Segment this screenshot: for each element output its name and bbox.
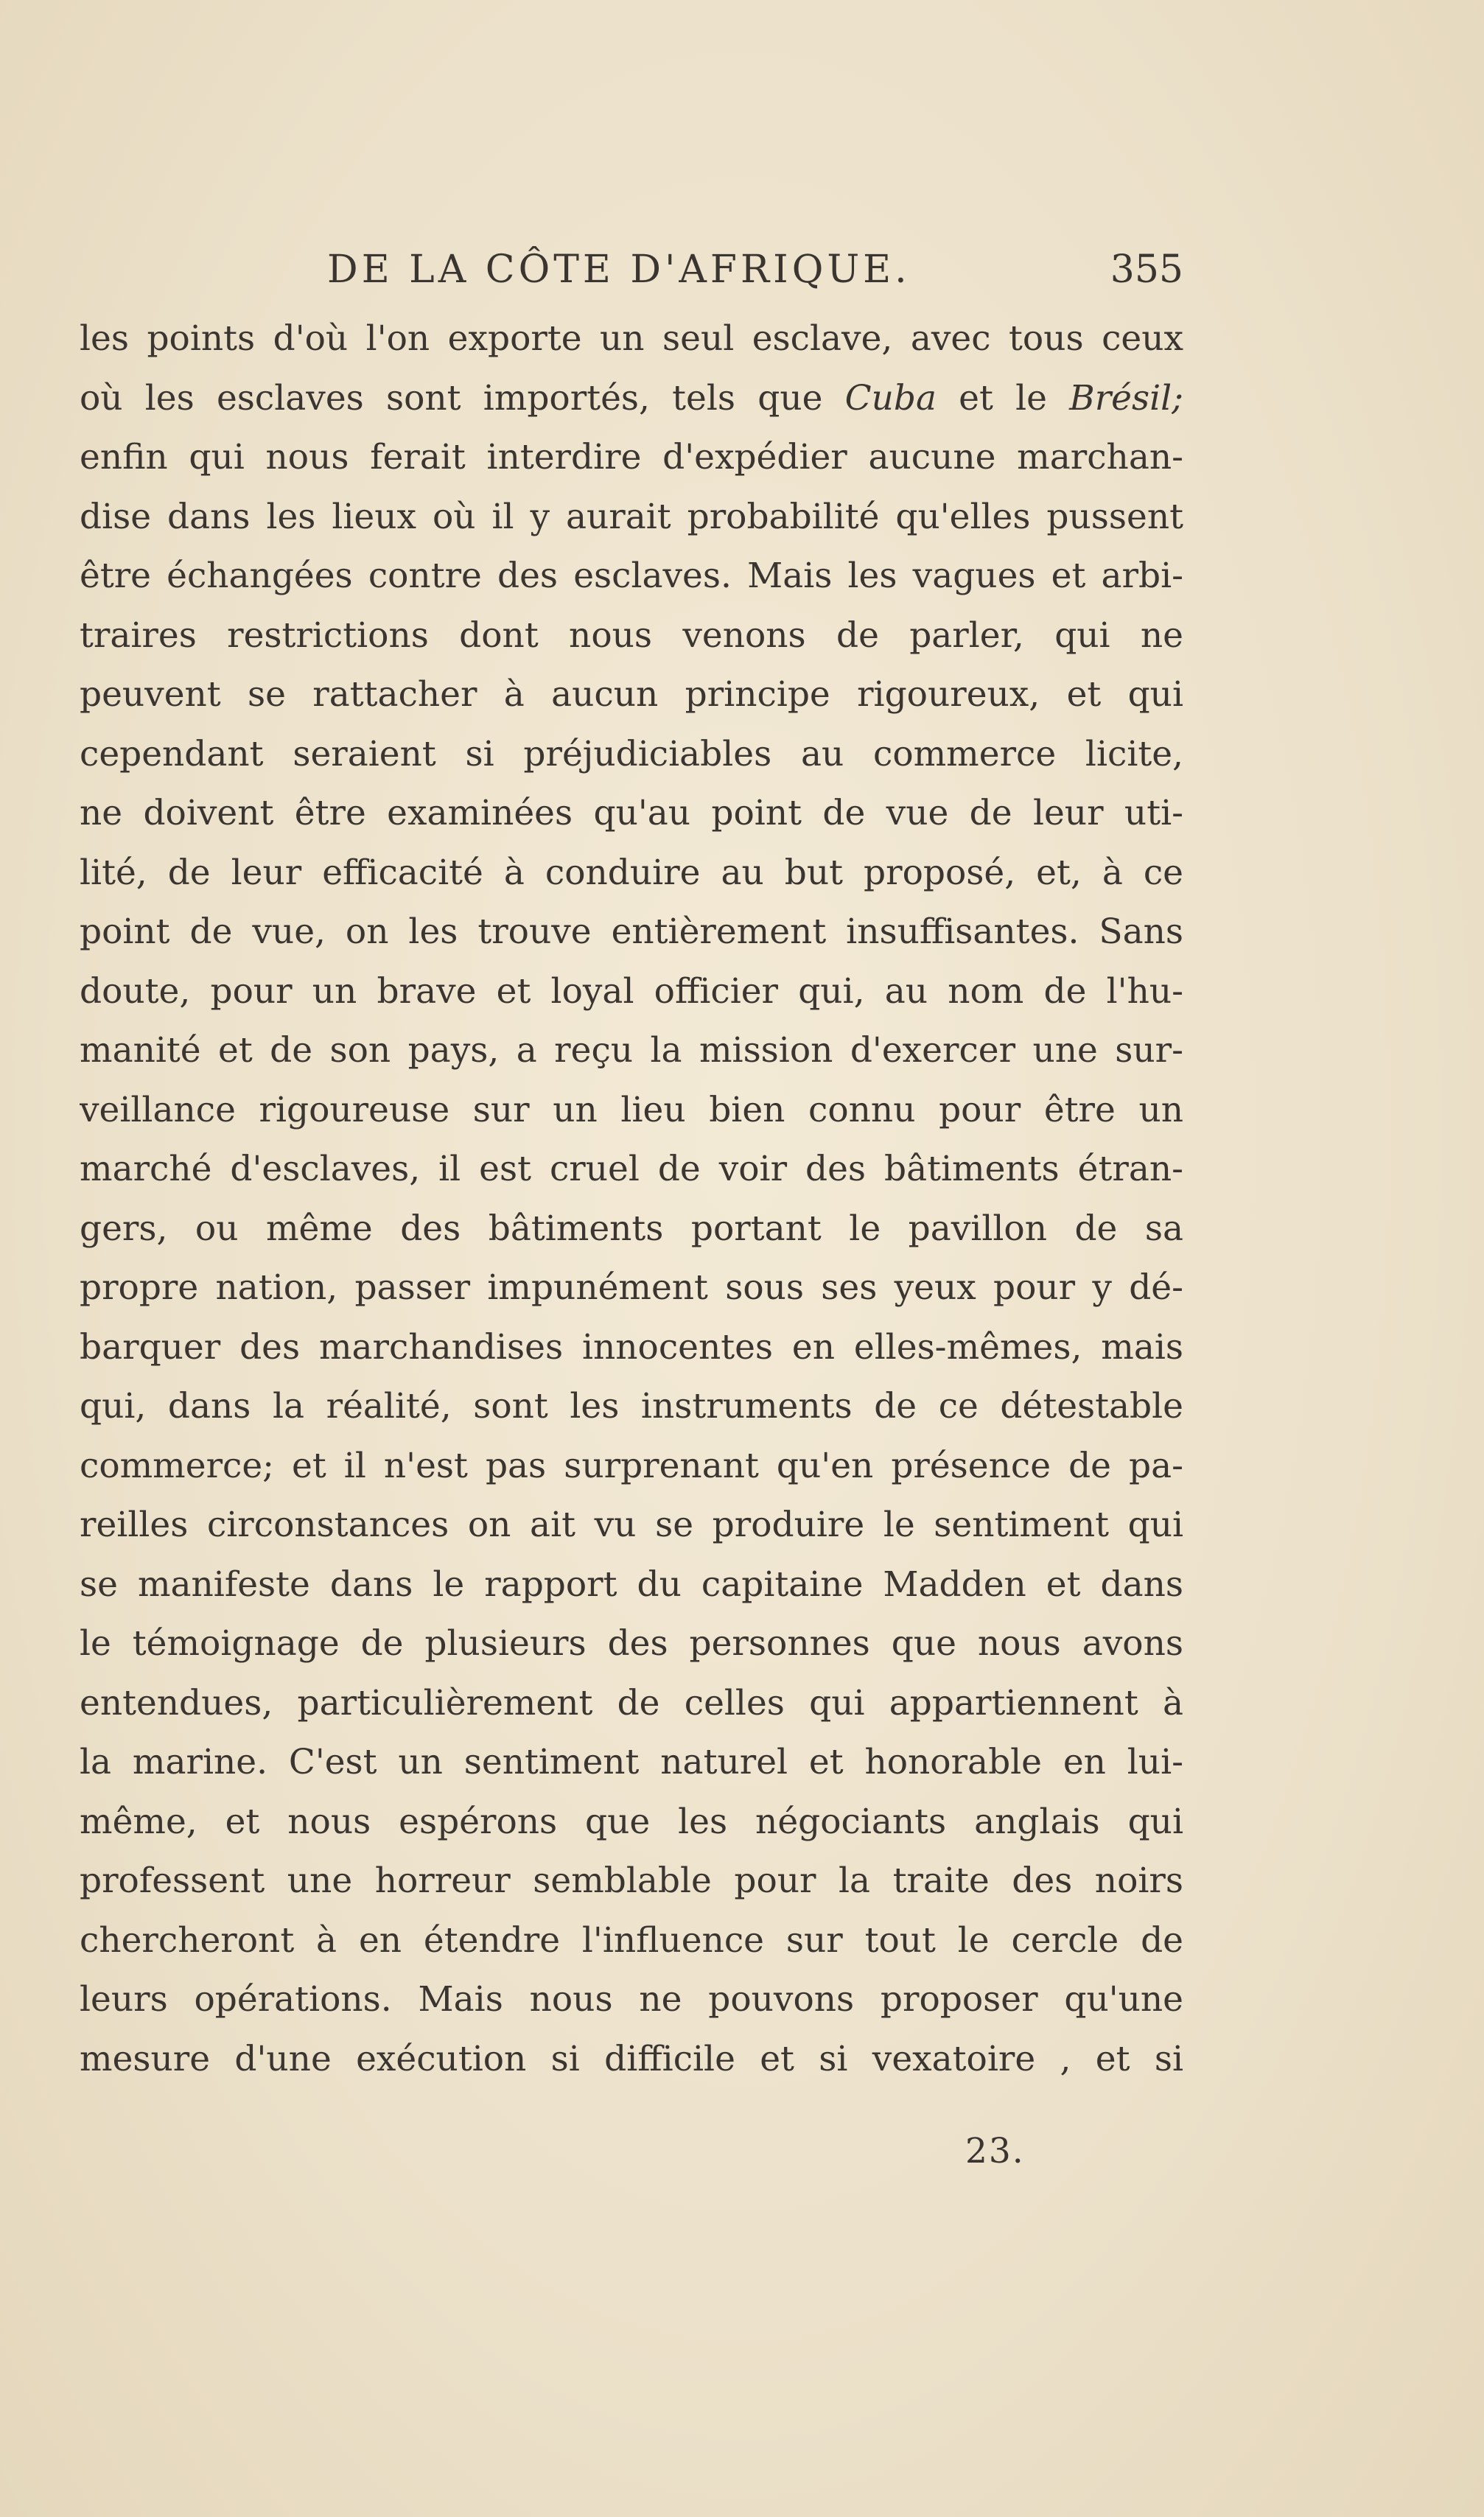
text-line: qui, dans la réalité, sont les instruments de ce détestable [80, 1386, 1183, 1426]
text-line: leurs opérations. Mais nous ne pouvons proposer qu'une [80, 1979, 1183, 2020]
text-line: manité et de son pays, a reçu la mission d'exercer une sur- [80, 1030, 1183, 1071]
text-line: cependant seraient si préjudiciables au commerce licite, [80, 733, 1183, 774]
italic-place-name: Cuba [844, 377, 937, 419]
text-line: marché d'esclaves, il est cruel de voir des bâtiments étran- [80, 1149, 1183, 1189]
text-line: reilles circonstances on ait vu se produire le sentiment qui [80, 1505, 1183, 1545]
text-line: se manifeste dans le rapport du capitaine Madden et dans [80, 1564, 1183, 1605]
text-line: lité, de leur efficacité à conduire au but proposé, et, à ce [80, 852, 1183, 893]
text-line: entendues, particulièrement de celles qui appartiennent à [80, 1682, 1183, 1723]
text-line: chercheront à en étendre l'influence sur tout le cercle de [80, 1919, 1183, 1961]
body-text [80, 309, 1183, 2089]
italic-place-name: Brésil; [1069, 377, 1183, 419]
text-line: les points d'où l'on exporte un seul esclave, avec tous ceux [80, 318, 1183, 359]
text-line: barquer des marchandises innocentes en elles-mêmes, mais [80, 1326, 1183, 1368]
page-number: 355 [1110, 248, 1183, 292]
text-line: ne doivent être examinées qu'au point de vue de leur uti- [80, 793, 1183, 833]
text-line: peuvent se rattacher à aucun principe rigoureux, et qui [80, 674, 1183, 715]
text-line: dise dans les lieux où il y aurait probabilité qu'elles pussent [80, 496, 1183, 537]
text-line: propre nation, passer impunément sous ses yeux pour y dé- [80, 1267, 1183, 1308]
running-head [80, 240, 1183, 299]
text-line: où les esclaves sont importés, tels que Cuba et le Brésil; [80, 377, 1183, 419]
signature-mark: 23. [965, 2131, 1025, 2171]
running-title: DE LA CÔTE D'AFRIQUE. [327, 248, 911, 292]
text-line: mesure d'une exécution si difficile et si vexatoire , et si [80, 2038, 1183, 2079]
text-line: point de vue, on les trouve entièrement insuffisantes. Sans [80, 911, 1183, 952]
text-line: traires restrictions dont nous venons de parler, qui ne [80, 615, 1183, 656]
text-line: commerce; et il n'est pas surprenant qu'en présence de pa- [80, 1445, 1183, 1486]
text-line: veillance rigoureuse sur un lieu bien connu pour être un [80, 1089, 1183, 1130]
text-line: être échangées contre des esclaves. Mais les vagues et arbi- [80, 556, 1183, 596]
text-line: doute, pour un brave et loyal officier qui, au nom de l'hu- [80, 970, 1183, 1012]
text-line: gers, ou même des bâtiments portant le pavillon de sa [80, 1208, 1183, 1249]
text-line: professent une horreur semblable pour la traite des noirs [80, 1860, 1183, 1901]
text-line: même, et nous espérons que les négociants anglais qui [80, 1801, 1183, 1842]
text-line: enfin qui nous ferait interdire d'expédier aucune marchan- [80, 437, 1183, 477]
text-line: la marine. C'est un sentiment naturel et honorable en lui- [80, 1742, 1183, 1782]
text-line: le témoignage de plusieurs des personnes que nous avons [80, 1623, 1183, 1664]
